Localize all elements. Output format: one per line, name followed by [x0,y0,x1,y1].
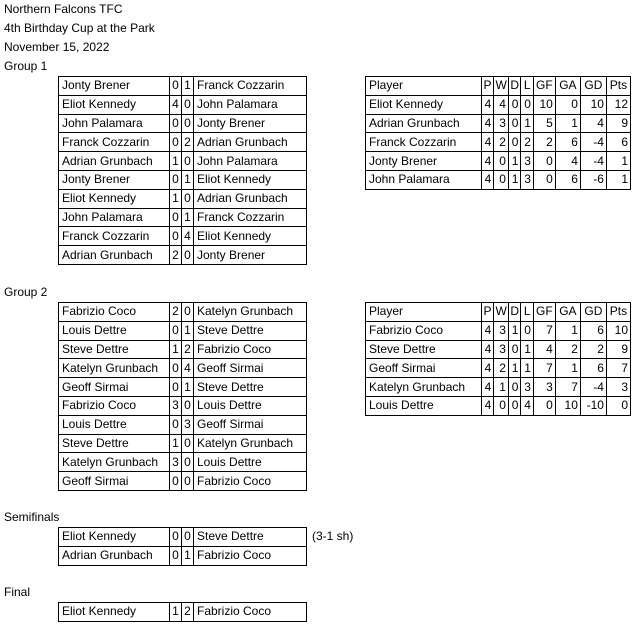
drawn-cell: 0 [508,378,521,397]
home-score: 1 [170,434,182,453]
away-score: 0 [182,152,194,171]
home-score: 0 [170,227,182,246]
shootout-note: (3-1 sh) [312,529,354,543]
home-score: 0 [170,170,182,189]
home-score: 0 [170,378,182,397]
goals-against-cell: 0 [555,95,580,114]
away-score: 1 [182,77,194,96]
home-player: John Palamara [59,114,170,133]
away-player: Eliot Kennedy [194,170,307,189]
goals-against-cell: 6 [555,133,580,152]
away-player: Geoff Sirmai [194,359,307,378]
won-cell: 3 [494,340,509,359]
goals-for-cell: 10 [533,95,555,114]
points-cell: 7 [606,359,630,378]
match-row [59,114,307,133]
away-player: Fabrizio Coco [194,546,307,565]
lost-cell: 4 [521,396,534,415]
away-player: Louis Dettre [194,396,307,415]
points-header: Pts [606,77,630,96]
home-player: Fabrizio Coco [59,396,170,415]
away-player: John Palamara [194,95,307,114]
away-player: Katelyn Grunbach [194,434,307,453]
standings-row [366,396,631,415]
home-score: 2 [170,246,182,265]
home-player: John Palamara [59,208,170,227]
home-score: 1 [170,340,182,359]
match-row [59,415,307,434]
home-player: Katelyn Grunbach [59,453,170,472]
home-score: 0 [170,528,182,547]
away-score: 0 [182,189,194,208]
won-header: W [494,303,509,322]
goal-difference-cell: 6 [580,321,606,340]
home-player: Louis Dettre [59,321,170,340]
match-row [59,340,307,359]
home-player: Eliot Kennedy [59,603,170,622]
match-row [59,208,307,227]
played-cell: 4 [481,152,494,171]
points-cell: 3 [606,378,630,397]
goals-for-cell: 4 [533,340,555,359]
away-player: Steve Dettre [194,528,307,547]
won-cell: 2 [494,133,509,152]
drawn-cell: 1 [508,359,521,378]
goal-difference-cell: -10 [580,396,606,415]
goals-for-header: GF [533,303,555,322]
goals-for-cell: 0 [533,396,555,415]
goal-difference-cell: 2 [580,340,606,359]
won-cell: 4 [494,95,509,114]
lost-header: L [521,77,534,96]
home-player: Jonty Brener [59,170,170,189]
home-player: Steve Dettre [59,434,170,453]
lost-cell: 3 [521,152,534,171]
home-player: Jonty Brener [59,77,170,96]
drawn-header: D [508,77,521,96]
lost-cell: 1 [521,359,534,378]
home-score: 0 [170,321,182,340]
lost-cell: 0 [521,95,534,114]
away-score: 1 [182,378,194,397]
away-player: Fabrizio Coco [194,472,307,491]
away-score: 0 [182,246,194,265]
home-player: Geoff Sirmai [59,378,170,397]
header-line-3: November 15, 2022 [4,40,110,54]
away-score: 0 [182,114,194,133]
lost-cell: 3 [521,170,534,189]
away-player: Jonty Brener [194,114,307,133]
drawn-cell: 0 [508,133,521,152]
points-cell: 1 [606,152,630,171]
lost-cell: 0 [521,321,534,340]
home-score: 0 [170,415,182,434]
goal-difference-cell: -4 [580,152,606,171]
match-row [59,303,307,322]
played-cell: 4 [481,378,494,397]
won-cell: 1 [494,378,509,397]
goals-against-cell: 1 [555,114,580,133]
match-row [59,133,307,152]
match-row [59,453,307,472]
standings-row [366,321,631,340]
home-score: 0 [170,546,182,565]
away-player: Fabrizio Coco [194,340,307,359]
played-cell: 4 [481,340,494,359]
player-cell: Fabrizio Coco [366,321,482,340]
standings-row [366,340,631,359]
goal-difference-header: GD [580,303,606,322]
points-header: Pts [606,303,630,322]
home-score: 0 [170,472,182,491]
player-cell: Steve Dettre [366,340,482,359]
drawn-cell: 0 [508,396,521,415]
group1-title: Group 1 [4,59,48,73]
away-player: Eliot Kennedy [194,227,307,246]
away-score: 2 [182,133,194,152]
won-cell: 2 [494,359,509,378]
goals-against-cell: 10 [555,396,580,415]
group2-matches-table [58,302,307,491]
player-cell: Louis Dettre [366,396,482,415]
player-cell: Adrian Grunbach [366,114,482,133]
goals-for-header: GF [533,77,555,96]
home-player: Geoff Sirmai [59,472,170,491]
standings-header-row [366,303,631,322]
semifinals-title: Semifinals [4,510,60,524]
won-header: W [494,77,509,96]
home-player: Franck Cozzarin [59,133,170,152]
home-score: 0 [170,359,182,378]
player-cell: Franck Cozzarin [366,133,482,152]
lost-cell: 1 [521,114,534,133]
match-row [59,95,307,114]
away-score: 4 [182,227,194,246]
home-score: 2 [170,303,182,322]
played-cell: 4 [481,359,494,378]
goal-difference-cell: -4 [580,133,606,152]
away-player: Adrian Grunbach [194,189,307,208]
away-score: 3 [182,415,194,434]
drawn-cell: 1 [508,170,521,189]
away-player: Geoff Sirmai [194,415,307,434]
away-score: 1 [182,208,194,227]
player-cell: Katelyn Grunbach [366,378,482,397]
away-player: Franck Cozzarin [194,77,307,96]
goals-against-header: GA [555,303,580,322]
home-player: Eliot Kennedy [59,189,170,208]
away-player: John Palamara [194,152,307,171]
goals-against-cell: 6 [555,170,580,189]
lost-cell: 2 [521,133,534,152]
away-score: 0 [182,472,194,491]
away-player: Franck Cozzarin [194,208,307,227]
header-line-1: Northern Falcons TFC [4,2,123,16]
away-player: Fabrizio Coco [194,603,307,622]
goals-against-cell: 7 [555,378,580,397]
standings-row [366,152,631,171]
match-row [59,359,307,378]
away-player: Adrian Grunbach [194,133,307,152]
goal-difference-cell: -4 [580,378,606,397]
won-cell: 0 [494,170,509,189]
away-score: 1 [182,170,194,189]
drawn-cell: 0 [508,114,521,133]
away-score: 0 [182,396,194,415]
away-score: 1 [182,321,194,340]
won-cell: 3 [494,321,509,340]
goals-against-cell: 2 [555,340,580,359]
standings-header-row [366,77,631,96]
away-score: 2 [182,603,194,622]
home-player: Franck Cozzarin [59,227,170,246]
group1-standings-table [365,76,631,190]
drawn-cell: 0 [508,340,521,359]
home-score: 4 [170,95,182,114]
match-row [59,472,307,491]
standings-row [366,378,631,397]
goals-against-cell: 1 [555,359,580,378]
match-row [59,170,307,189]
goals-for-cell: 7 [533,359,555,378]
away-score: 4 [182,359,194,378]
won-cell: 3 [494,114,509,133]
points-cell: 12 [606,95,630,114]
home-player: Adrian Grunbach [59,246,170,265]
match-row [59,227,307,246]
drawn-cell: 0 [508,95,521,114]
player-header: Player [366,303,482,322]
home-score: 0 [170,133,182,152]
goal-difference-cell: 10 [580,95,606,114]
header-line-2: 4th Birthday Cup at the Park [4,21,155,35]
points-cell: 9 [606,340,630,359]
match-row [59,321,307,340]
final-title: Final [4,585,31,599]
points-cell: 9 [606,114,630,133]
away-score: 0 [182,303,194,322]
home-score: 0 [170,114,182,133]
player-cell: John Palamara [366,170,482,189]
match-row [59,396,307,415]
goals-for-cell: 0 [533,170,555,189]
goals-for-cell: 0 [533,152,555,171]
standings-row [366,170,631,189]
away-score: 0 [182,528,194,547]
drawn-cell: 1 [508,321,521,340]
won-cell: 0 [494,396,509,415]
player-cell: Eliot Kennedy [366,95,482,114]
points-cell: 1 [606,170,630,189]
goals-for-cell: 7 [533,321,555,340]
played-cell: 4 [481,95,494,114]
standings-row [366,133,631,152]
lost-header: L [521,303,534,322]
match-row [59,603,307,622]
match-row [59,189,307,208]
away-score: 2 [182,340,194,359]
goal-difference-cell: 4 [580,114,606,133]
standings-row [366,114,631,133]
match-row [59,246,307,265]
home-score: 1 [170,189,182,208]
home-player: Fabrizio Coco [59,303,170,322]
won-cell: 0 [494,152,509,171]
player-header: Player [366,77,482,96]
goals-for-cell: 3 [533,378,555,397]
goal-difference-header: GD [580,77,606,96]
goals-against-header: GA [555,77,580,96]
match-row [59,77,307,96]
goals-for-cell: 2 [533,133,555,152]
away-player: Steve Dettre [194,378,307,397]
away-player: Katelyn Grunbach [194,303,307,322]
home-score: 0 [170,77,182,96]
home-player: Katelyn Grunbach [59,359,170,378]
goals-against-cell: 1 [555,321,580,340]
played-cell: 4 [481,396,494,415]
home-score: 0 [170,208,182,227]
played-header: P [481,77,494,96]
away-score: 1 [182,546,194,565]
goals-for-cell: 5 [533,114,555,133]
away-player: Louis Dettre [194,453,307,472]
home-player: Adrian Grunbach [59,546,170,565]
played-cell: 4 [481,133,494,152]
home-score: 1 [170,152,182,171]
group2-standings-table [365,302,631,416]
home-score: 1 [170,603,182,622]
away-player: Steve Dettre [194,321,307,340]
match-row [59,434,307,453]
home-player: Steve Dettre [59,340,170,359]
player-cell: Geoff Sirmai [366,359,482,378]
home-player: Louis Dettre [59,415,170,434]
group2-title: Group 2 [4,285,48,299]
lost-cell: 3 [521,378,534,397]
home-score: 3 [170,396,182,415]
semifinals-matches-table [58,527,307,566]
goals-against-cell: 4 [555,152,580,171]
points-cell: 6 [606,133,630,152]
away-score: 0 [182,95,194,114]
home-score: 3 [170,453,182,472]
drawn-header: D [508,303,521,322]
played-cell: 4 [481,114,494,133]
away-player: Jonty Brener [194,246,307,265]
match-row [59,546,307,565]
home-player: Eliot Kennedy [59,95,170,114]
standings-row [366,359,631,378]
final-matches-table [58,602,307,622]
goal-difference-cell: -6 [580,170,606,189]
match-row [59,528,307,547]
match-row [59,152,307,171]
home-player: Adrian Grunbach [59,152,170,171]
away-score: 0 [182,434,194,453]
drawn-cell: 1 [508,152,521,171]
played-cell: 4 [481,321,494,340]
lost-cell: 1 [521,340,534,359]
goal-difference-cell: 6 [580,359,606,378]
standings-row [366,95,631,114]
match-row [59,378,307,397]
points-cell: 0 [606,396,630,415]
away-score: 0 [182,453,194,472]
home-player: Eliot Kennedy [59,528,170,547]
group1-matches-table [58,76,307,265]
points-cell: 10 [606,321,630,340]
player-cell: Jonty Brener [366,152,482,171]
played-cell: 4 [481,170,494,189]
played-header: P [481,303,494,322]
